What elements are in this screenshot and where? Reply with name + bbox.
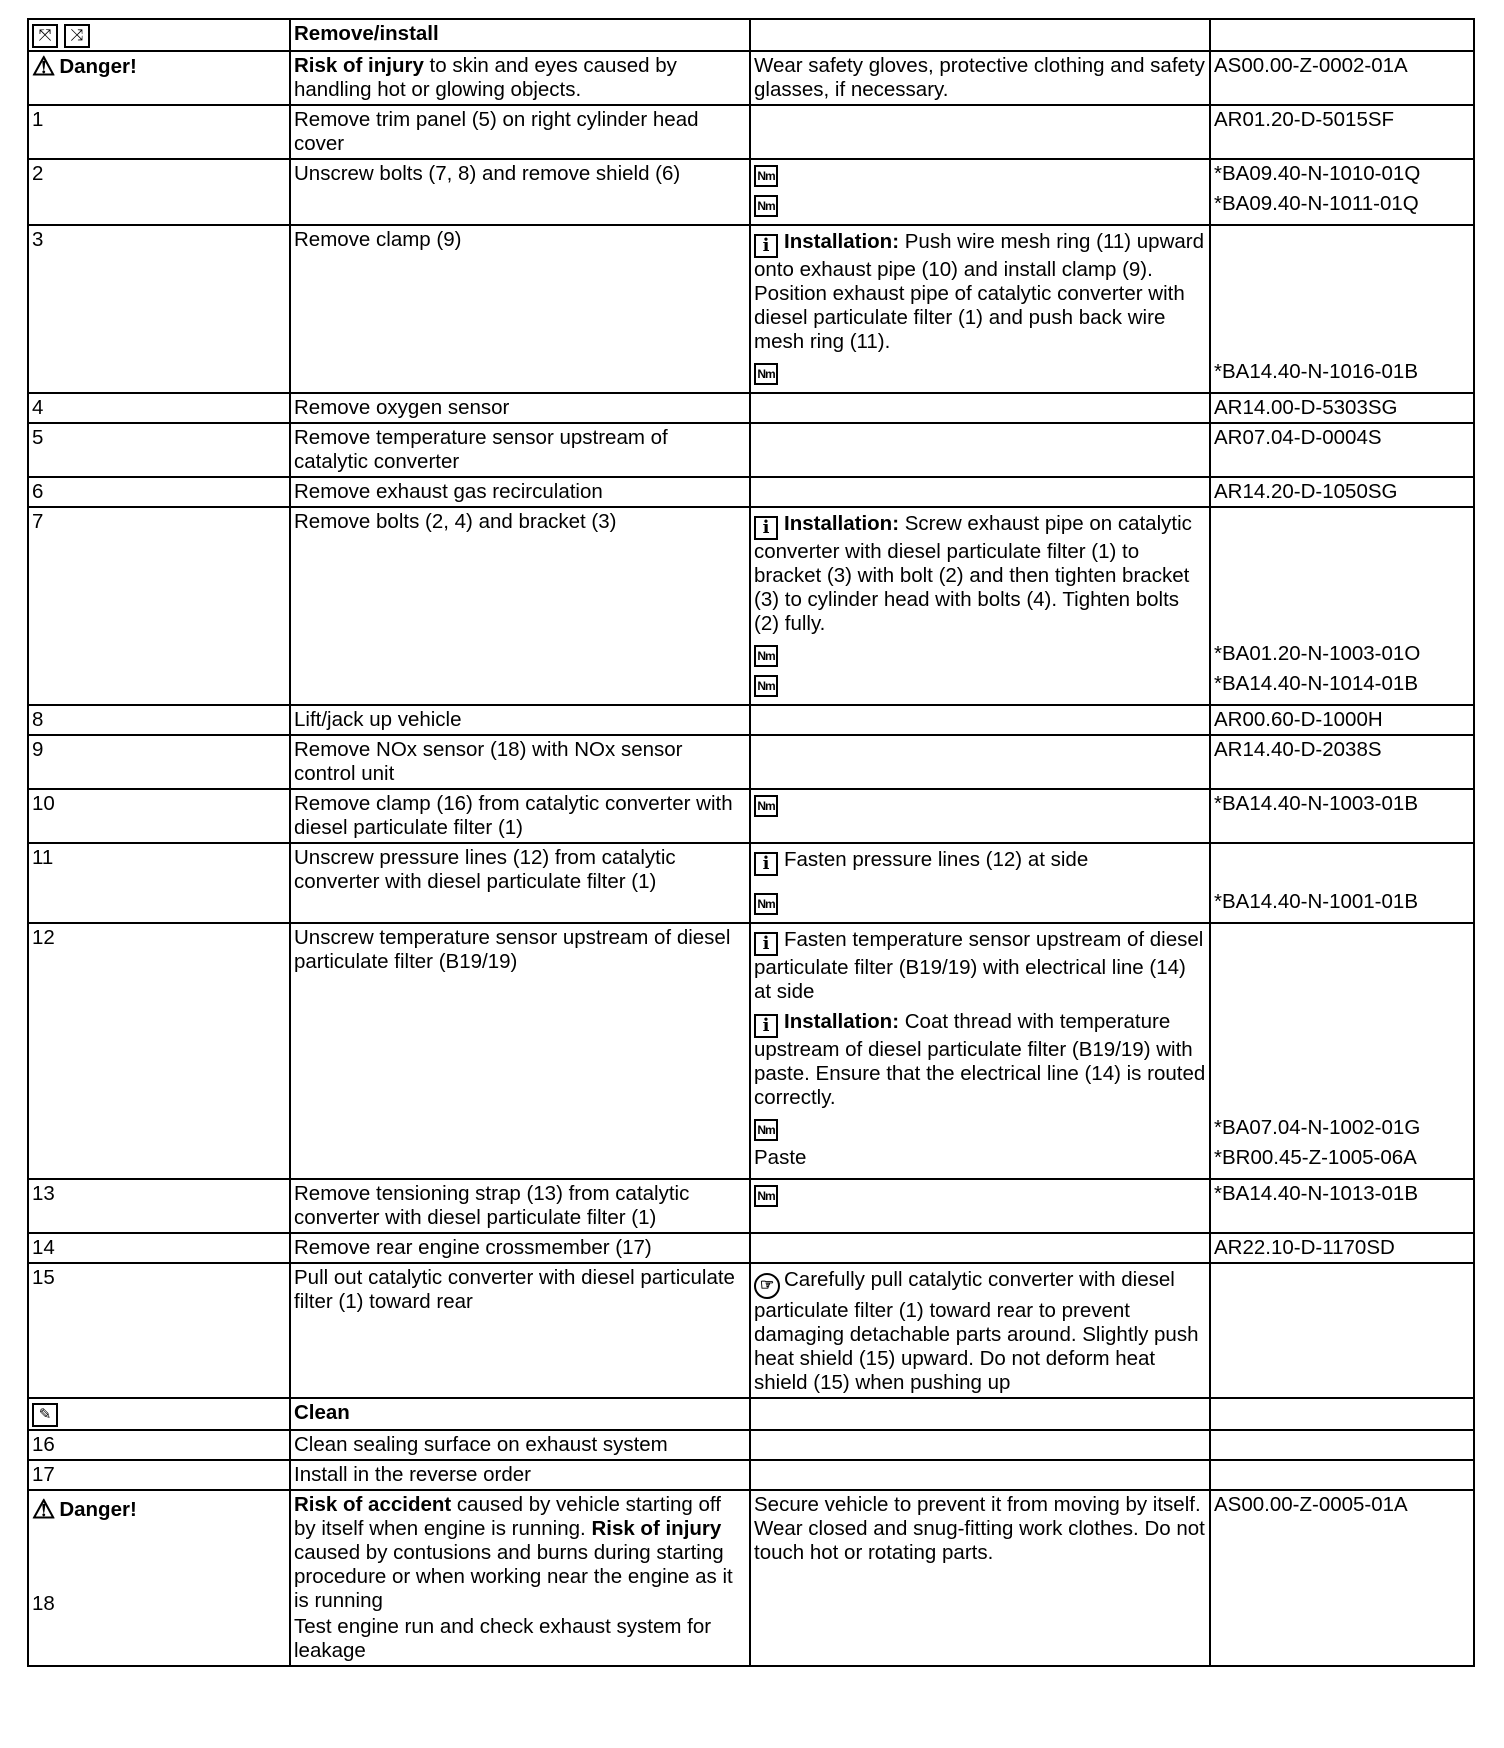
doc-reference[interactable]: AR14.40-D-2038S <box>1210 735 1474 789</box>
doc-reference[interactable]: *BA14.40-N-1001-01B <box>1214 890 1418 913</box>
info-icon: i <box>754 852 778 876</box>
step-number: 15 <box>28 1263 290 1398</box>
step-text: Pull out catalytic converter with diesel particulate filter (1) toward rear <box>290 1263 750 1398</box>
section-title: Remove/install <box>290 19 750 51</box>
warning-triangle-icon: ⚠ <box>32 1494 56 1524</box>
installation-note: i Installation: Push wire mesh ring (11) upward onto exhaust pipe (10) and install clamp (9). Position exhaust pipe of catalytic converter with diesel particulate filter (1) and push back wire mesh ring (11). <box>754 230 1205 353</box>
warning-triangle-icon: ⚠ <box>32 51 56 81</box>
table-row <box>28 1460 1474 1490</box>
safety-measure: Secure vehicle to prevent it from moving by itself. <box>754 1493 1201 1516</box>
step-number: 8 <box>28 705 290 735</box>
step-number: 9 <box>28 735 290 789</box>
step-number: 3 <box>28 225 290 393</box>
torque-icon: Nm <box>754 795 778 817</box>
step-text: Test engine run and check exhaust system for leakage <box>294 1615 712 1662</box>
step-number: 10 <box>28 789 290 843</box>
step-number: 2 <box>28 159 290 225</box>
risk-text: Risk of accident caused by vehicle starting off by itself when engine is running. Risk of injury caused by contusions and burns during starting procedure or when working near the engine as it is running <box>294 1493 733 1612</box>
table-row <box>28 1179 1474 1233</box>
info-note: i Fasten temperature sensor upstream of diesel particulate filter (B19/19) with electrical line (14) at side <box>754 928 1204 1003</box>
doc-reference[interactable]: *BA01.20-N-1003-01O <box>1214 642 1421 665</box>
doc-reference[interactable]: AS00.00-Z-0005-01A <box>1210 1490 1474 1666</box>
torque-icon: Nm <box>754 1119 778 1141</box>
torque-icon: Nm <box>754 363 778 385</box>
risk-text: Risk of injury to skin and eyes caused by handling hot or glowing objects. <box>290 51 750 105</box>
step-number: 18 <box>32 1592 55 1615</box>
safety-measure: Wear safety gloves, protective clothing and safety glasses, if necessary. <box>750 51 1210 105</box>
step-text: Remove clamp (9) <box>290 225 750 393</box>
table-row <box>28 1398 1474 1430</box>
doc-reference[interactable]: AR14.00-D-5303SG <box>1210 393 1474 423</box>
step-text: Install in the reverse order <box>290 1460 750 1490</box>
table-row <box>28 51 1474 105</box>
doc-reference[interactable]: *BA07.04-N-1002-01G <box>1214 1116 1421 1139</box>
table-row <box>28 19 1474 51</box>
step-number: 5 <box>28 423 290 477</box>
info-icon: i <box>754 932 778 956</box>
info-note: i Fasten pressure lines (12) at side <box>754 846 1206 876</box>
step-text: Unscrew pressure lines (12) from catalytic converter with diesel particulate filter (1) <box>290 843 750 923</box>
step-number: 7 <box>28 507 290 705</box>
paste-label: Paste <box>754 1146 807 1169</box>
table-row <box>28 1490 1474 1666</box>
step-text: Clean sealing surface on exhaust system <box>290 1430 750 1460</box>
table-row <box>28 1263 1474 1398</box>
danger-label-cell: ⚠ Danger! <box>28 51 290 105</box>
doc-reference[interactable]: AR07.04-D-0004S <box>1210 423 1474 477</box>
step-text: Remove oxygen sensor <box>290 393 750 423</box>
torque-icon: Nm <box>754 645 778 667</box>
table-row <box>28 705 1474 735</box>
table-row <box>28 735 1474 789</box>
torque-icon: Nm <box>754 1185 778 1207</box>
doc-reference[interactable]: *BA14.40-N-1016-01B <box>1214 360 1418 383</box>
step-text: Remove clamp (16) from catalytic converter with diesel particulate filter (1) <box>290 789 750 843</box>
table-row <box>28 159 1474 225</box>
table-row <box>28 1233 1474 1263</box>
table-row <box>28 923 1474 1179</box>
expand-icon: ⤧ <box>32 24 58 48</box>
table-row <box>28 225 1474 393</box>
step-number: 11 <box>28 843 290 923</box>
torque-icon: Nm <box>754 675 778 697</box>
info-icon: i <box>754 1014 778 1038</box>
doc-reference[interactable]: *BA14.40-N-1013-01B <box>1210 1179 1474 1233</box>
table-row <box>28 477 1474 507</box>
torque-icon: Nm <box>754 195 778 217</box>
step-text: Remove exhaust gas recirculation <box>290 477 750 507</box>
doc-reference[interactable]: AS00.00-Z-0002-01A <box>1210 51 1474 105</box>
danger-label-cell: ⚠ Danger! <box>32 1494 137 1524</box>
table-row <box>28 507 1474 705</box>
table-row <box>28 789 1474 843</box>
step-number: 14 <box>28 1233 290 1263</box>
caution-note: ☞ Carefully pull catalytic converter with diesel particulate filter (1) toward rear to prevent damaging detachable parts around. Slightly push heat shield (15) upward. Do not deform heat shield (15) when pushing up <box>754 1268 1199 1394</box>
step-text: Remove trim panel (5) on right cylinder head cover <box>290 105 750 159</box>
doc-reference[interactable]: AR14.20-D-1050SG <box>1210 477 1474 507</box>
doc-reference[interactable]: *BA09.40-N-1011-01Q <box>1214 192 1419 215</box>
step-number: 6 <box>28 477 290 507</box>
doc-reference[interactable]: AR01.20-D-5015SF <box>1210 105 1474 159</box>
table-row <box>28 423 1474 477</box>
step-number: 17 <box>28 1460 290 1490</box>
step-text: Remove NOx sensor (18) with NOx sensor control unit <box>290 735 750 789</box>
table-row <box>28 105 1474 159</box>
step-text: Remove rear engine crossmember (17) <box>290 1233 750 1263</box>
doc-reference[interactable]: *BA14.40-N-1014-01B <box>1214 672 1418 695</box>
installation-note: i Installation: Coat thread with temperature upstream of diesel particulate filter (B19/19) with paste. Ensure that the electrical line (14) is routed correctly. <box>754 1010 1206 1109</box>
doc-reference[interactable]: *BA14.40-N-1003-01B <box>1210 789 1474 843</box>
step-text: Remove temperature sensor upstream of catalytic converter <box>290 423 750 477</box>
step-number: 12 <box>28 923 290 1179</box>
collapse-icon: ⤨ <box>64 24 90 48</box>
procedure-table <box>27 18 1475 1667</box>
table-row <box>28 1430 1474 1460</box>
info-icon: i <box>754 234 778 258</box>
doc-reference[interactable]: AR22.10-D-1170SD <box>1210 1233 1474 1263</box>
doc-reference[interactable]: AR00.60-D-1000H <box>1210 705 1474 735</box>
step-number: 16 <box>28 1430 290 1460</box>
torque-icon: Nm <box>754 165 778 187</box>
torque-icon: Nm <box>754 893 778 915</box>
caution-icon: ☞ <box>754 1273 780 1299</box>
table-row <box>28 843 1474 923</box>
info-icon: i <box>754 516 778 540</box>
step-text: Remove tensioning strap (13) from catalytic converter with diesel particulate filter (1) <box>290 1179 750 1233</box>
clean-icon: ✎ <box>32 1403 58 1427</box>
doc-reference[interactable]: *BR00.45-Z-1005-06A <box>1214 1146 1417 1169</box>
step-text: Unscrew bolts (7, 8) and remove shield (6) <box>290 159 750 225</box>
header-icons <box>28 19 290 51</box>
step-text: Remove bolts (2, 4) and bracket (3) <box>290 507 750 705</box>
table-row <box>28 393 1474 423</box>
section-title: Clean <box>290 1398 750 1430</box>
step-number: 1 <box>28 105 290 159</box>
installation-note: i Installation: Screw exhaust pipe on catalytic converter with diesel particulate filter (1) to bracket (3) with bolt (2) and then tighten bracket (3) to cylinder head with bolts (4). Tighten bolts (2) fully. <box>754 512 1192 635</box>
safety-measure: Wear closed and snug-fitting work clothes. Do not touch hot or rotating parts. <box>754 1517 1205 1564</box>
doc-reference[interactable]: *BA09.40-N-1010-01Q <box>1214 162 1421 185</box>
step-text: Unscrew temperature sensor upstream of diesel particulate filter (B19/19) <box>290 923 750 1179</box>
step-text: Lift/jack up vehicle <box>290 705 750 735</box>
step-number: 4 <box>28 393 290 423</box>
step-number: 13 <box>28 1179 290 1233</box>
